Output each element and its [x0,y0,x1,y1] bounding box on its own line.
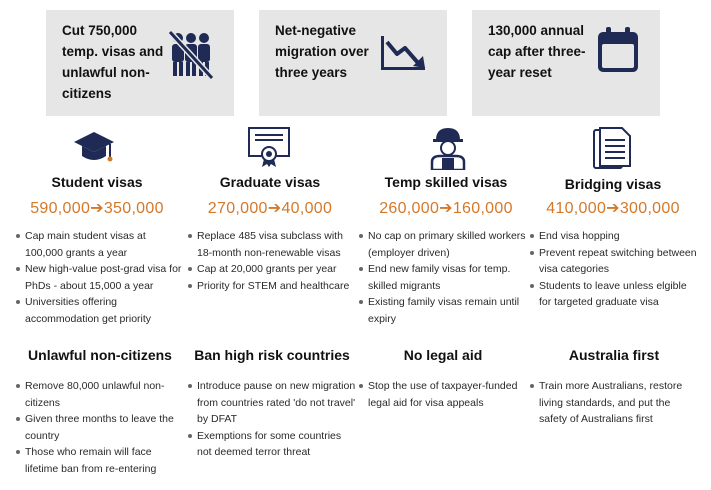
bullet-list-unlawful [14,378,186,477]
col-title-graduate: Graduate visas [219,174,321,190]
no-people-icon [168,30,214,80]
col-title-student: Student visas [51,174,143,190]
stat-box-annual-cap [472,10,660,116]
stat-box-net-negative [259,10,447,116]
section-title-ban: Ban high risk countries [194,347,350,363]
list-item: Universities offering accommodation get priority [14,294,184,327]
trend-down-icon [379,34,429,74]
document-icon [592,126,632,170]
section-title-australia-first: Australia first [568,347,660,363]
list-item: Prevent repeat switching between visa categories [528,245,700,278]
col-title-temp-skilled: Temp skilled visas [384,174,508,190]
stat-text: Cut 750,000 temp. visas and unlawful non-citizens [62,23,164,101]
list-item: Priority for STEM and healthcare [186,278,358,295]
section-title-unlawful: Unlawful non-citizens [28,347,172,363]
col-title-bridging: Bridging visas [564,176,662,192]
stat-text: Net-negative migration over three years [275,23,369,80]
list-item: Cap at 20,000 grants per year [186,261,358,278]
list-item: Train more Australians, restore living standards, and put the safety of Australians first [528,378,700,428]
list-item: Students to leave unless elgible for targeted graduate visa [528,278,700,311]
list-item: Cap main student visas at 100,000 grants a year [14,228,184,261]
col-change-student: 590,000➔350,000 [30,200,164,217]
bullet-list-graduate [186,228,358,294]
bullet-list-australia-first [528,378,700,428]
list-item: Existing family visas remain until expiry [357,294,527,327]
col-change-graduate: 270,000➔40,000 [207,200,333,217]
list-item: End new family visas for temp. skilled migrants [357,261,527,294]
list-item: Remove 80,000 unlawful non-citizens [14,378,186,411]
col-change-temp-skilled: 260,000➔160,000 [379,200,513,217]
bullet-list-bridging [528,228,700,311]
worker-icon [428,126,468,170]
list-item: Stop the use of taxpayer-funded legal aid for visa appeals [357,378,529,411]
certificate-icon [247,126,291,168]
col-change-bridging: 410,000➔300,000 [546,200,680,217]
list-item: No cap on primary skilled workers (employer driven) [357,228,527,261]
list-item: Given three months to leave the country [14,411,186,444]
bullet-list-temp-skilled [357,228,527,327]
list-item: New high-value post-grad visa for PhDs - about 15,000 a year [14,261,184,294]
stat-box-cut-visas [46,10,234,116]
stat-text: 130,000 annual cap after three-year reset [488,23,586,80]
list-item: End visa hopping [528,228,700,245]
list-item: Those who remain will face lifetime ban from re-entering [14,444,186,477]
bullet-list-student [14,228,184,327]
bullet-list-ban [186,378,358,461]
list-item: Exemptions for some countries not deemed terror threat [186,428,358,461]
graduation-cap-icon [72,128,116,166]
calendar-icon [596,26,640,74]
list-item: Introduce pause on new migration from countries rated 'do not travel' by DFAT [186,378,358,428]
list-item: Replace 485 visa subclass with 18-month non-renewable visas [186,228,358,261]
section-title-legal-aid: No legal aid [403,347,483,363]
bullet-list-legal-aid [357,378,529,411]
